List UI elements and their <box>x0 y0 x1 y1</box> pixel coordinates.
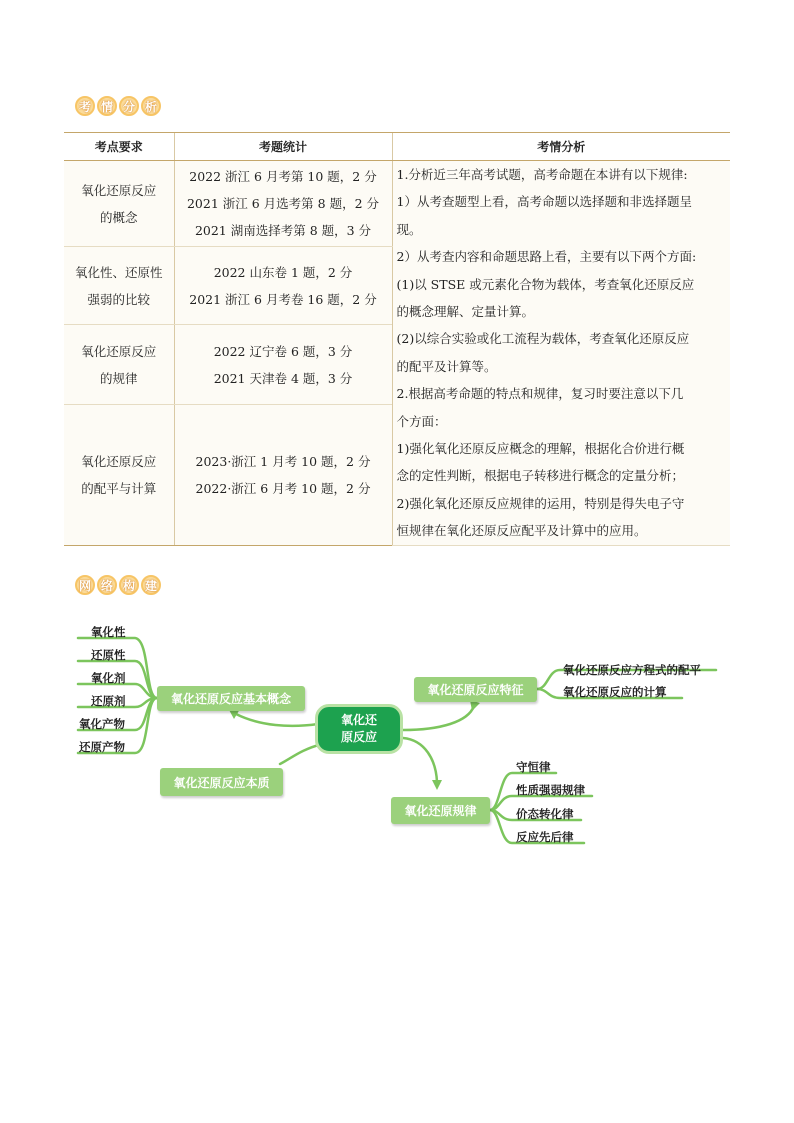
analysis-line: 2)强化氧化还原反应规律的运用，特别是得失电子守 <box>396 495 685 511</box>
analysis-line: 1.分析近三年高考试题，高考命题在本讲有以下规律: <box>396 167 688 182</box>
leaf-oxidant: 氧化剂 <box>91 671 126 685</box>
connector-center-basic <box>236 714 318 726</box>
stats-line: 2021 天津卷 4 题，3 分 <box>213 370 353 386</box>
header-analysis: 考情分析 <box>392 133 730 161</box>
leaf-reducibility: 还原性 <box>91 648 126 662</box>
topic-line: 氧化还原反应 <box>81 454 157 470</box>
badge-char: 络 <box>97 575 117 595</box>
analysis-line: 的概念理解、定量计算。 <box>396 304 535 320</box>
branch-features: 氧化还原反应特征 <box>414 677 537 702</box>
analysis-line: 的配平及计算等。 <box>396 358 497 374</box>
leaf-oxidizability: 氧化性 <box>91 625 126 639</box>
badge-char: 构 <box>119 575 139 595</box>
stats-line: 2021 浙江 6 月考卷 16 题，2 分 <box>189 291 377 307</box>
connector-center-rules <box>403 738 437 782</box>
header-stats: 考题统计 <box>174 133 392 161</box>
branch-essence: 氧化还原反应本质 <box>160 768 283 796</box>
connector-center-feature <box>403 706 474 730</box>
topic-line: 氧化性、还原性 <box>74 264 163 280</box>
arrow-head <box>432 780 442 790</box>
topic-line: 的配平与计算 <box>81 481 157 497</box>
stats-line: 2021 湖南选择考第 8 题，3 分 <box>194 223 372 239</box>
badge-char: 建 <box>141 575 161 595</box>
analysis-line: 2.根据高考命题的特点和规律，复习时要注意以下几 <box>396 386 684 402</box>
topic-line: 的规律 <box>99 370 138 386</box>
leaf-oxidation-product: 氧化产物 <box>79 717 125 731</box>
leaf-calculation: 氧化还原反应的计算 <box>563 685 667 699</box>
leaf-equation-balancing: 氧化还原反应方程式的配平 <box>563 663 701 677</box>
center-line: 原反应 <box>340 730 377 744</box>
leaf-reductant: 还原剂 <box>91 694 126 708</box>
topic-line: 氧化还原反应 <box>81 182 157 198</box>
leaf-conservation-law: 守恒律 <box>516 760 551 774</box>
analysis-line: 个方面： <box>396 413 447 429</box>
header-topic: 考点要求 <box>64 133 174 161</box>
badge-char: 情 <box>97 96 117 116</box>
stats-line: 2023·浙江 1 月考 10 题，2 分 <box>195 454 371 470</box>
badge-char: 考 <box>75 96 95 116</box>
analysis-line: 2）从考查内容和命题思路上看，主要有以下两个方面: <box>396 249 697 265</box>
badge-char: 分 <box>119 96 139 116</box>
leaf-strength-law: 性质强弱规律 <box>516 783 585 797</box>
analysis-line: 现。 <box>396 221 422 237</box>
analysis-line: 恒规律在氧化还原反应配平及计算中的应用。 <box>396 523 647 539</box>
mindmap-center-node <box>315 704 403 754</box>
analysis-line: 1)强化氧化还原反应概念的理解，根据化合价进行概 <box>396 441 685 457</box>
leaf-order-law: 反应先后律 <box>516 830 574 844</box>
stats-line: 2022 辽宁卷 6 题，3 分 <box>213 343 353 359</box>
analysis-line: 念的定性判断，根据电子转移进行概念的定量分析； <box>396 468 685 484</box>
topic-line: 的概念 <box>99 209 138 225</box>
topic-line: 氧化还原反应 <box>81 343 157 359</box>
branch-basic-concepts: 氧化还原反应基本概念 <box>157 686 305 711</box>
connector-center-essence <box>280 744 322 764</box>
stats-line: 2022 山东卷 1 题，2 分 <box>213 264 353 280</box>
branch-rules: 氧化还原规律 <box>391 797 490 824</box>
analysis-line: (1)以 STSE 或元素化合物为载体，考查氧化还原反应 <box>396 276 695 292</box>
stats-line: 2022 浙江 6 月考第 10 题，2 分 <box>189 169 377 185</box>
analysis-line: (2)以综合实验或化工流程为载体，考查氧化还原反应 <box>396 331 690 347</box>
stats-line: 2022·浙江 6 月考 10 题，2 分 <box>195 481 371 497</box>
stats-line: 2021 浙江 6 月选考第 8 题，2 分 <box>186 196 379 212</box>
leaf-reduction-product: 还原产物 <box>79 740 125 754</box>
badge-char: 析 <box>141 96 161 116</box>
badge-char: 网 <box>75 575 95 595</box>
center-line: 氧化还 <box>340 713 377 727</box>
analysis-line: 1）从考查题型上看，高考命题以选择题和非选择题呈 <box>396 194 692 210</box>
leaf-valence-law: 价态转化律 <box>516 807 574 821</box>
topic-line: 强弱的比较 <box>87 291 150 307</box>
